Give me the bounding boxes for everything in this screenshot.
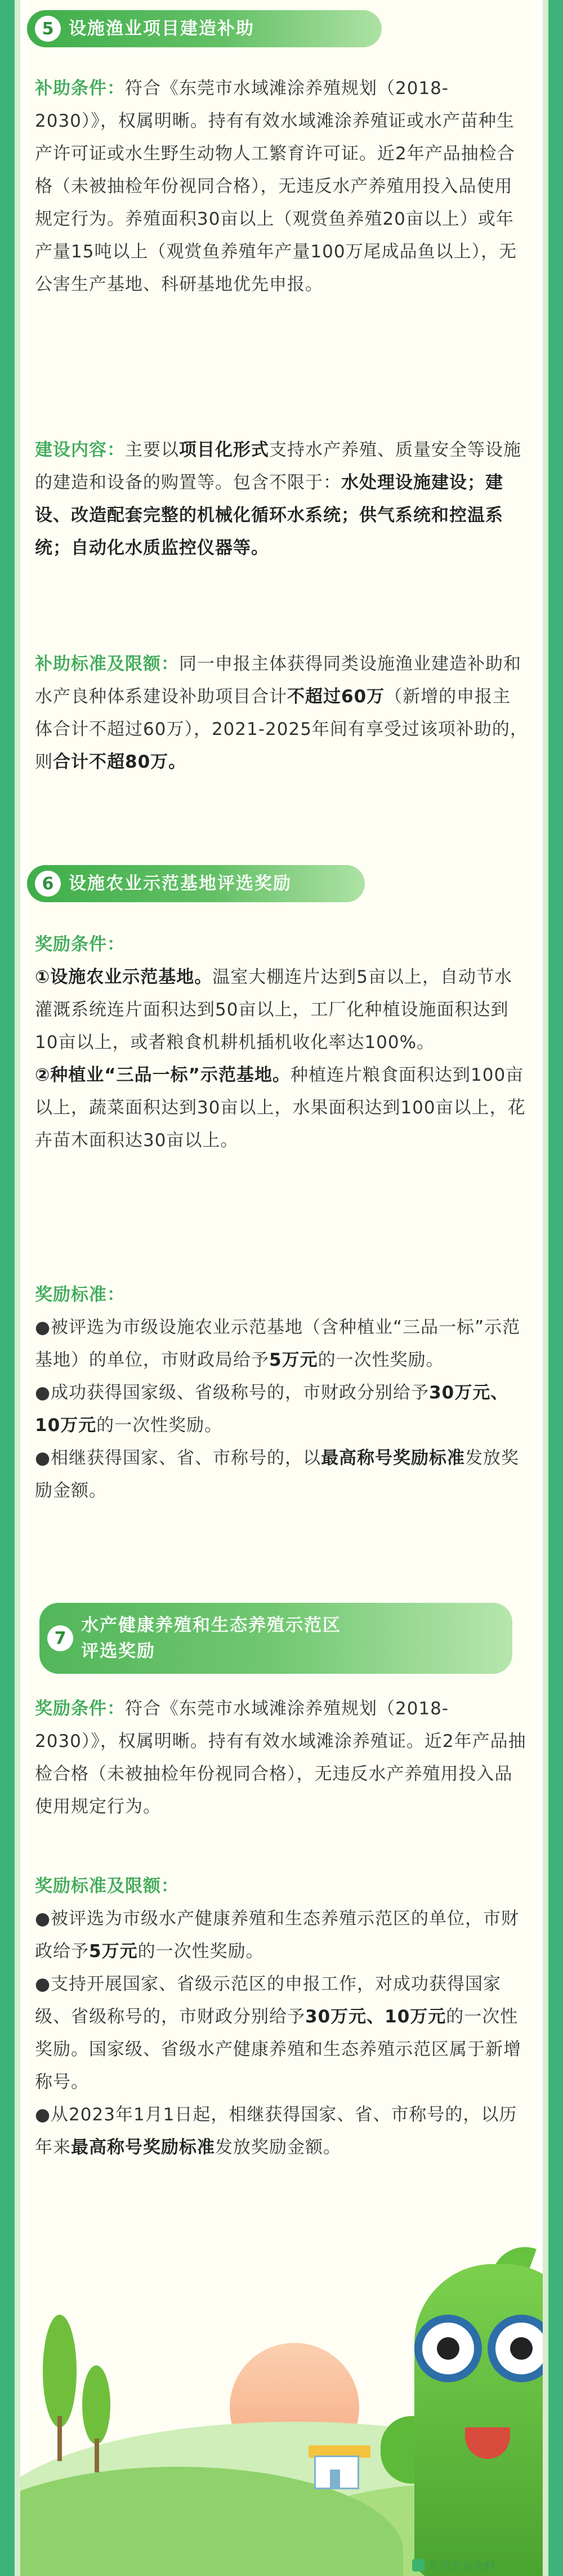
section-5-content-text-2: 支持水产养殖、质量安全等设施的建造和设备的购置等。包含不限于：: [35, 440, 521, 493]
section-7-bullet-1-text-2: 的一次性奖励。: [137, 1941, 264, 1962]
tree-trunk: [95, 2439, 99, 2472]
section-6-bullet-2: [35, 1376, 528, 1442]
section-6-bullet-2-bold: 30万元、10万元: [35, 1383, 509, 1436]
section-6-bullet-2-text-2: 的一次性奖励。: [96, 1415, 223, 1436]
section-7-conditions-text: 符合《东莞市水域滩涂养殖规划（2018-2030）》，权属明晰。持有有效水域滩涂养殖证。近2年产品抽检合格（未被抽检年份视同合格），无违反水产养殖用投入品使用规定行为。: [35, 1699, 526, 1817]
watermark: [412, 2557, 495, 2573]
mascot-icon: [414, 2264, 543, 2576]
section-5-title: 设施渔业项目建造补助: [69, 19, 254, 39]
section-7-title-line-1: 水产健康养殖和生态养殖示范区: [81, 1615, 341, 1635]
section-7-bullet-2: [35, 1968, 528, 2098]
section-5-standard-bold-1: 不超过60万: [287, 687, 385, 707]
section-5-standard-bold-2: 合计不超80万。: [53, 752, 187, 772]
section-5-content: [35, 434, 528, 564]
tree-icon: [43, 2315, 77, 2427]
section-7-bullet-3-bold: 最高称号奖励标准: [71, 2137, 215, 2158]
section-5-content-text-1: 主要以: [125, 440, 179, 460]
section-6-bullet-1-text-1: ●被评选为市级设施农业示范基地（含种植业“三品一标”示范基地）的单位，市财政局给予: [35, 1317, 521, 1370]
section-7-bullet-3-text-2: 发放奖励金额。: [215, 2137, 341, 2158]
section-6-item-1-bold: ①设施农业示范基地。: [35, 967, 213, 987]
section-7-standard-label: 奖励标准及限额：: [35, 1876, 179, 1896]
section-6-header: [27, 865, 365, 902]
section-5-conditions-label: 补助条件：: [35, 78, 125, 99]
section-6-bullet-3-bold: 最高称号奖励标准: [321, 1448, 466, 1468]
mascot-pupil-left: [437, 2337, 459, 2360]
section-5-standard-label: 补助标准及限额：: [35, 654, 179, 674]
section-6-bullet-1-bold: 5万元: [269, 1350, 318, 1370]
section-5-content-label: 建设内容：: [35, 440, 125, 460]
section-7-bullet-1-text-1: ●被评选为市级水产健康养殖和生态养殖示范区的单位，市财政给予: [35, 1909, 520, 1962]
section-7-bullet-2-text-1: ●支持开展国家、省级示范区的申报工作，对成功获得国家级、省级称号的，市财政分别给予: [35, 1974, 502, 2027]
section-7-bullet-1: [35, 1902, 528, 1968]
section-6-bullet-1-text-2: 的一次性奖励。: [318, 1350, 444, 1370]
tree-icon: [82, 2365, 110, 2444]
section-6-bullet-3-text-1: ●相继获得国家、省、市称号的，以: [35, 1448, 321, 1468]
section-5-conditions-text: 符合《东莞市水域滩涂养殖规划（2018-2030）》，权属明晰。持有有效水域滩涂养殖证或水产苗种生产许可证或水生野生动物人工繁育许可证。近2年产品抽检合格（未被抽检年份视同合格），无违反水产养殖用投入品使用规定行为。养殖面积30亩以上（观赏鱼养殖20亩以上）或年产量15吨以上（观赏鱼养殖年产量100万尾成品鱼以上），无公害生产基地、科研基地优先申报。: [35, 78, 517, 295]
section-6-standard: [35, 1278, 528, 1507]
section-6-standard-label: 奖励标准：: [35, 1285, 125, 1305]
watermark-logo-icon: [412, 2559, 425, 2571]
section-6-item-1: [35, 961, 528, 1059]
section-6-title: 设施农业示范基地评选奖励: [69, 873, 292, 894]
section-5-standard: [35, 648, 528, 778]
section-7-number: 7: [47, 1625, 73, 1651]
section-6-item-1-text: 温室大棚连片达到5亩以上，自动节水灌溉系统连片面积达到50亩以上，工厂化种植设施面积达到10亩以上，或者粮食机耕机插机收化率达100%。: [35, 967, 512, 1053]
section-7-conditions-label: 奖励条件：: [35, 1699, 125, 1719]
section-7-bullet-1-bold: 5万元: [89, 1941, 138, 1962]
section-6-conditions: [35, 928, 528, 1157]
bottom-illustration: [20, 2230, 543, 2576]
section-6-item-2-bold: ②种植业“三品一标”示范基地。: [35, 1065, 291, 1085]
section-5-number: 5: [35, 16, 61, 42]
tree-trunk: [57, 2416, 62, 2461]
section-6-bullet-3: [35, 1442, 528, 1507]
section-7-bullet-3: [35, 2098, 528, 2164]
section-7-bullet-2-text-2: 的一次性奖励。国家级、省级水产健康养殖和生态养殖示范区属于新增称号。: [35, 2007, 521, 2092]
section-6-bullet-3-text-2: 发放奖励金额。: [35, 1448, 520, 1501]
section-7-bullet-2-bold: 30万元、10万元: [305, 2007, 446, 2027]
section-7-header: [39, 1603, 512, 1674]
house-door: [330, 2470, 340, 2489]
section-6-number: 6: [35, 871, 61, 897]
section-5-content-bold-1: 项目化形式: [179, 440, 269, 460]
section-7-standard: [35, 1870, 528, 2164]
watermark-text: 东莞农业农村: [428, 2559, 495, 2573]
section-6-bullet-2-text-1: ●成功获得国家级、省级称号的，市财政分别给予: [35, 1383, 430, 1403]
section-5-content-bold-2: 水处理设施建设；建设、改造配套完整的机械化循环水系统；供气系统和控温系统；自动化水质监控仪器等。: [35, 473, 503, 558]
section-6-item-2: [35, 1059, 528, 1157]
section-7-title-line-2: 评选奖励: [81, 1641, 155, 1661]
section-6-conditions-label: 奖励条件：: [35, 934, 125, 955]
section-6-item-2-text: 种植连片粮食面积达到100亩以上，蔬菜面积达到30亩以上，水果面积达到100亩以上，花卉苗木面积达30亩以上。: [35, 1065, 526, 1151]
mascot-pupil-right: [510, 2337, 533, 2360]
section-5-conditions: [35, 72, 528, 301]
section-7-bullet-3-text-1: ●从2023年1月1日起，相继获得国家、省、市称号的，以历年来: [35, 2105, 517, 2158]
section-5-header: [27, 10, 382, 47]
section-7-conditions: [35, 1692, 528, 1823]
section-5-standard-text-2: （新增的申报主体合计不超过60万），2021-2025年间有享受过该项补助的，则: [35, 687, 528, 772]
section-5-standard-text-1: 同一申报主体获得同类设施渔业建造补助和水产良种体系建设补助项目合计: [35, 654, 521, 707]
section-6-bullet-1: [35, 1311, 528, 1376]
